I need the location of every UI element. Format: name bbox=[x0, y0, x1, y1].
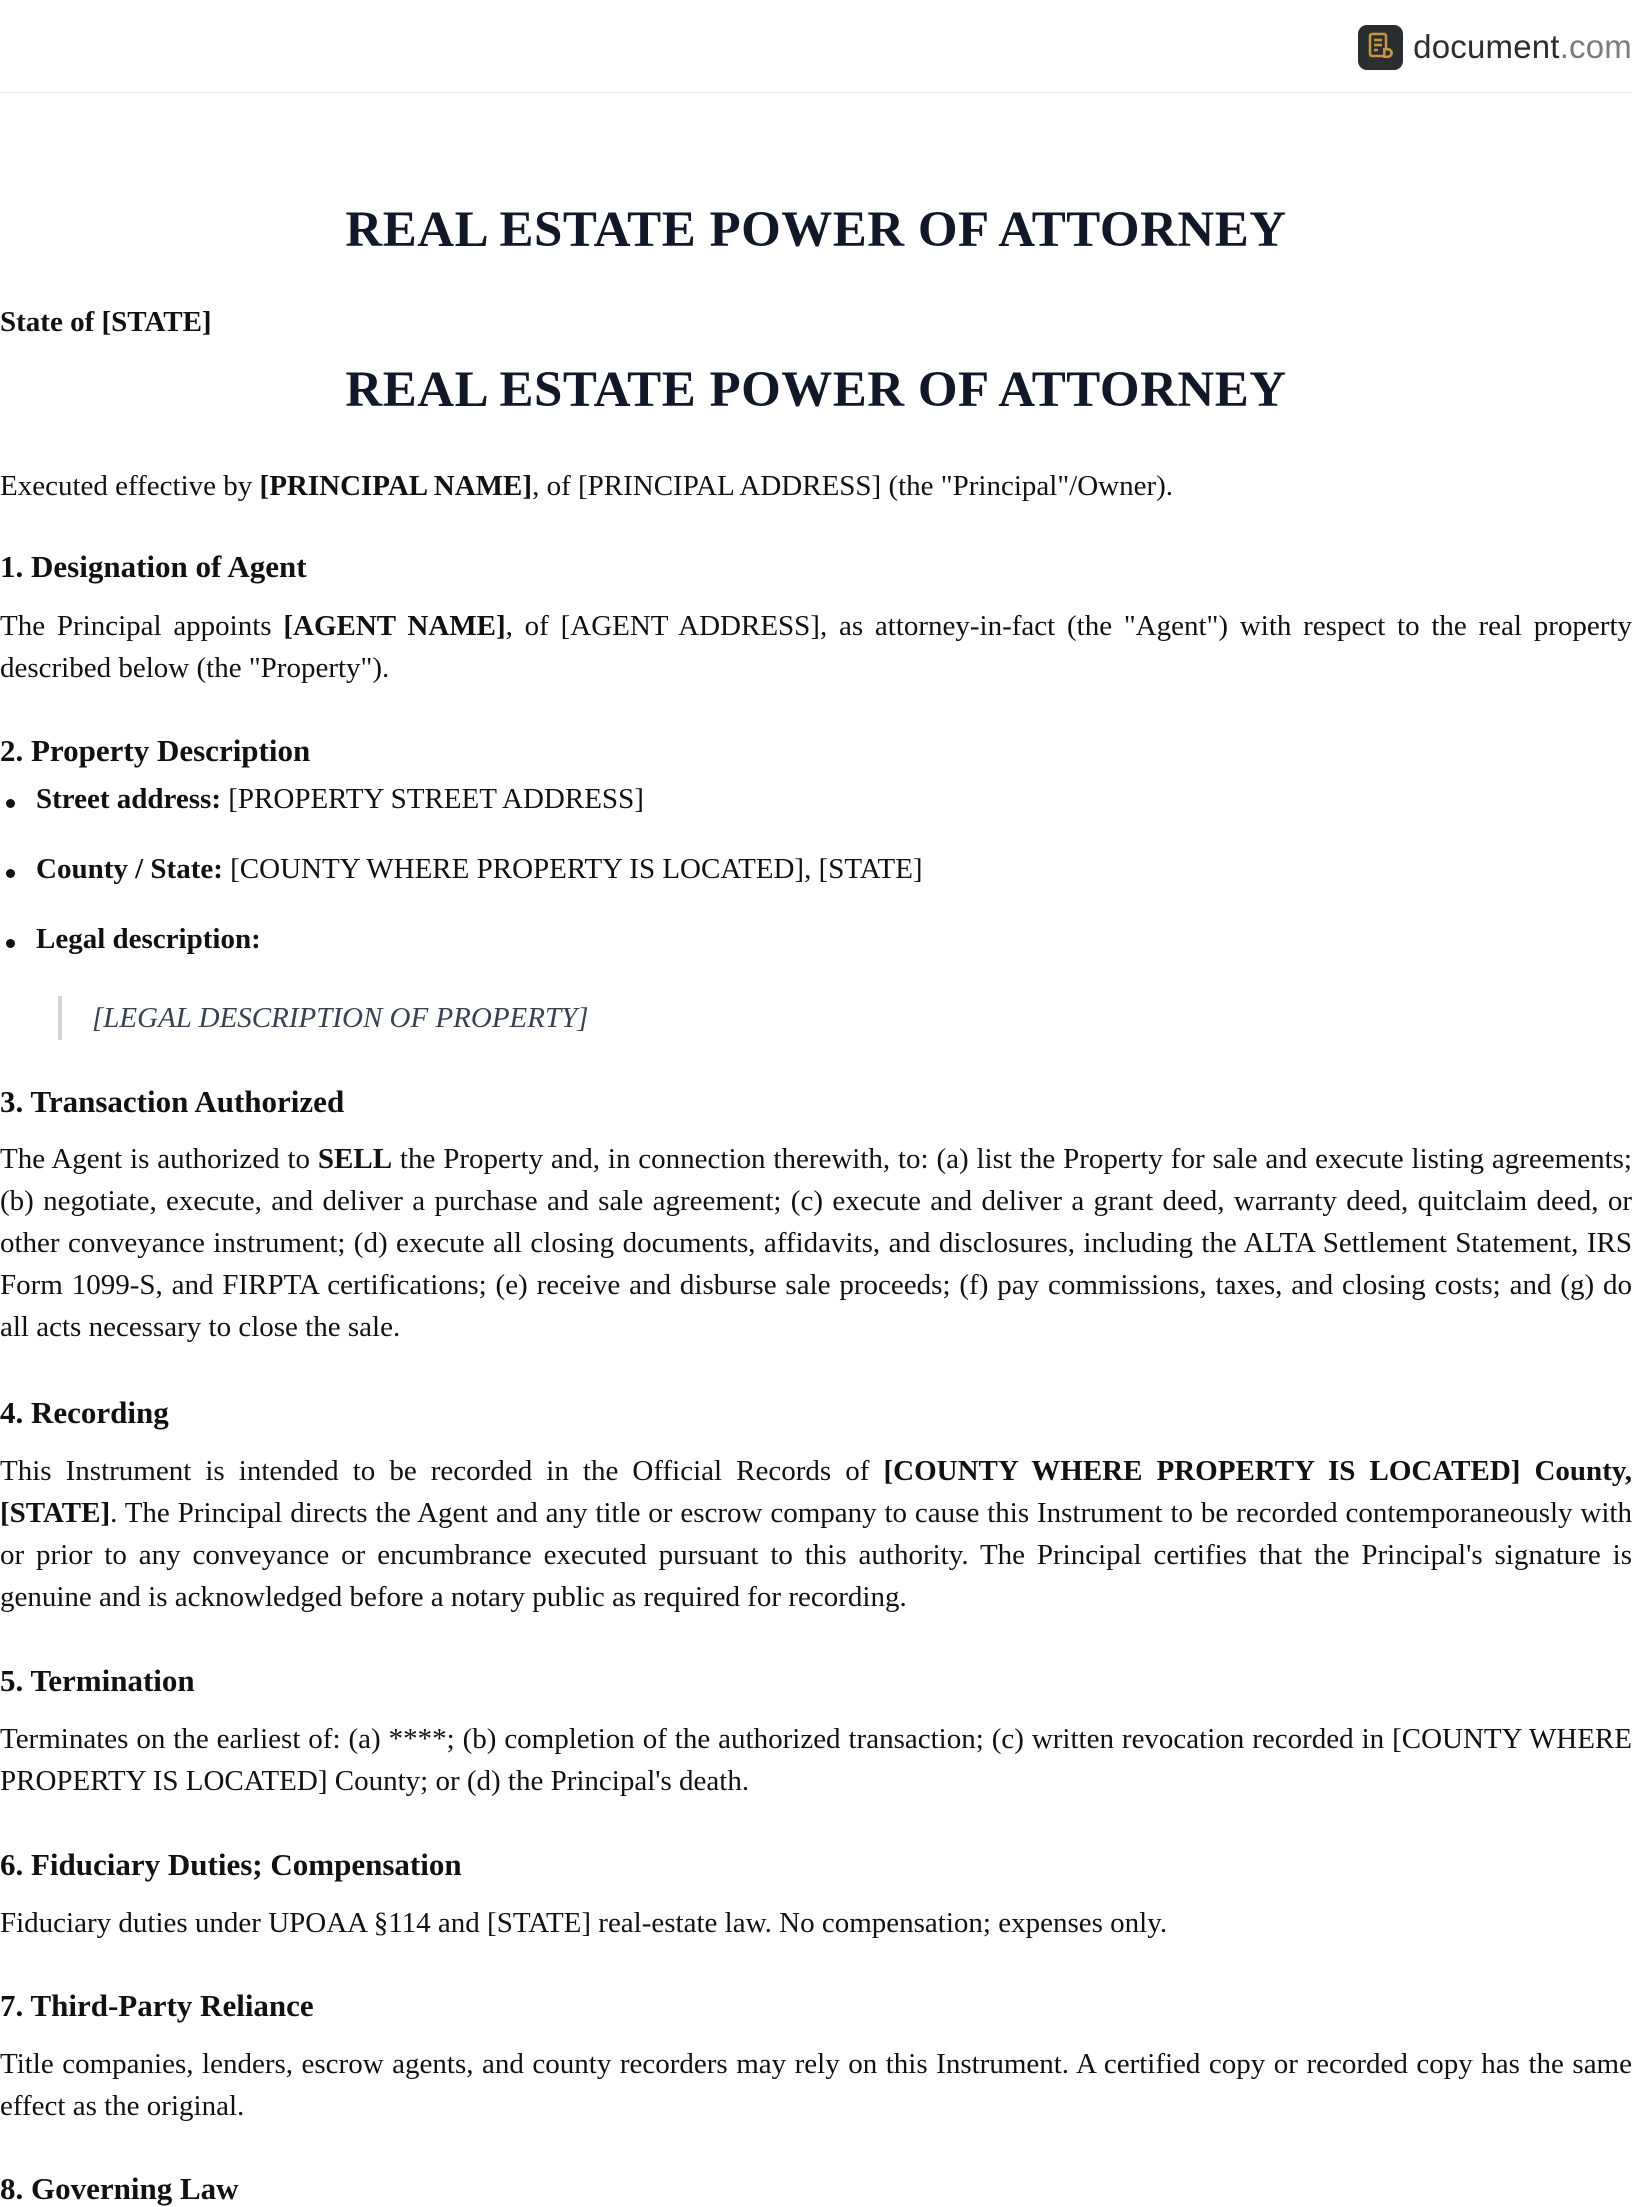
legal-description-quote: [LEGAL DESCRIPTION OF PROPERTY] bbox=[58, 996, 589, 1040]
s1-suffix: , of [AGENT ADDRESS], as attorney-in-fact (the "Agent") with respect to the real property described below (the "Property"). bbox=[0, 610, 1632, 684]
list-item bbox=[0, 783, 1632, 853]
section-3-heading: 3. Transaction Authorized bbox=[0, 1084, 345, 1119]
s3-prefix: The Agent is authorized to bbox=[0, 1143, 318, 1175]
brand-name-main: document bbox=[1413, 28, 1560, 65]
s4-suffix: . The Principal directs the Agent and any title or escrow company to cause this Instrument to be recorded contemporaneously with or prior to any conveyance or encumbrance executed pursuant to this authority. The Principal certifies that the Principal's signature is genuine and is acknowledged before a notary public as required for recording. bbox=[0, 1497, 1632, 1613]
item-label: Street address: bbox=[36, 783, 221, 815]
section-5-paragraph: Terminates on the earliest of: (a) ****; (b) completion of the authorized transaction; (c) written revocation recorded in [COUNTY WHERE PROPERTY IS LOCATED] County; or (d) the Principal's death. bbox=[0, 1723, 1632, 1797]
authorized-action: SELL bbox=[317, 1143, 393, 1175]
section-1-heading: 1. Designation of Agent bbox=[0, 549, 307, 584]
section-8-heading: 8. Governing Law bbox=[0, 2171, 239, 2206]
document-title: REAL ESTATE POWER OF ATTORNEY bbox=[345, 202, 1287, 258]
intro-suffix: , of [PRINCIPAL ADDRESS] (the "Principal"/Owner). bbox=[532, 470, 1174, 502]
document-title-repeat: REAL ESTATE POWER OF ATTORNEY bbox=[345, 362, 1287, 418]
agent-name: [AGENT NAME] bbox=[283, 610, 506, 642]
section-4-paragraph bbox=[0, 1450, 1632, 1618]
brand-name-suffix: .com bbox=[1559, 28, 1632, 65]
section-2-heading: 2. Property Description bbox=[0, 733, 311, 768]
state-line: State of [STATE] bbox=[0, 306, 212, 338]
list-item bbox=[0, 923, 1632, 993]
section-4-heading: 4. Recording bbox=[0, 1395, 169, 1430]
intro-paragraph bbox=[0, 465, 1632, 507]
bullet-icon bbox=[6, 799, 15, 808]
s4-prefix: This Instrument is intended to be recorded in the Official Records of bbox=[0, 1455, 884, 1487]
s3-suffix: the Property and, in connection therewith, to: (a) list the Property for sale and execute listing agreements; (b) negotiate, execute, and deliver a purchase and sale agreement; (c) execute and deliver a grant deed, warranty deed, quitclaim deed, or other conveyance instrument; (d) execute all closing documents, affidavits, and disclosures, including the ALTA Settlement Statement, IRS Form 1099-S, and FIRPTA certifications; (e) receive and disburse sale proceeds; (f) pay commissions, taxes, and closing costs; and (g) do all acts necessary to close the sale. bbox=[0, 1143, 1632, 1343]
property-list bbox=[0, 783, 1632, 993]
recording-county: [COUNTY WHERE PROPERTY IS LOCATED] County, [STATE] bbox=[0, 1455, 1632, 1529]
section-1-paragraph bbox=[0, 605, 1632, 689]
brand-name bbox=[1413, 28, 1632, 66]
section-7-paragraph: Title companies, lenders, escrow agents, and county recorders may rely on this Instrument. A certified copy or recorded copy has the same effect as the original. bbox=[0, 2048, 1632, 2122]
intro-prefix: Executed effective by bbox=[0, 470, 260, 502]
page-header bbox=[0, 0, 1632, 93]
item-value: [PROPERTY STREET ADDRESS] bbox=[221, 783, 644, 815]
list-item bbox=[0, 853, 1632, 923]
principal-name: [PRINCIPAL NAME] bbox=[259, 470, 533, 502]
brand-logo[interactable] bbox=[1358, 24, 1632, 70]
section-6-heading: 6. Fiduciary Duties; Compensation bbox=[0, 1847, 462, 1882]
item-value: [COUNTY WHERE PROPERTY IS LOCATED], [STATE] bbox=[222, 853, 923, 885]
section-3-paragraph bbox=[0, 1138, 1632, 1348]
bullet-icon bbox=[6, 939, 15, 948]
bullet-icon bbox=[6, 869, 15, 878]
item-label: Legal description: bbox=[36, 923, 261, 955]
item-label: County / State: bbox=[36, 853, 223, 885]
s1-prefix: The Principal appoints bbox=[0, 610, 284, 642]
section-7-heading: 7. Third-Party Reliance bbox=[0, 1988, 314, 2023]
section-5-heading: 5. Termination bbox=[0, 1663, 195, 1698]
document-logo-icon bbox=[1358, 25, 1403, 70]
section-6-paragraph: Fiduciary duties under UPOAA §114 and [STATE] real-estate law. No compensation; expenses only. bbox=[0, 1907, 1168, 1939]
